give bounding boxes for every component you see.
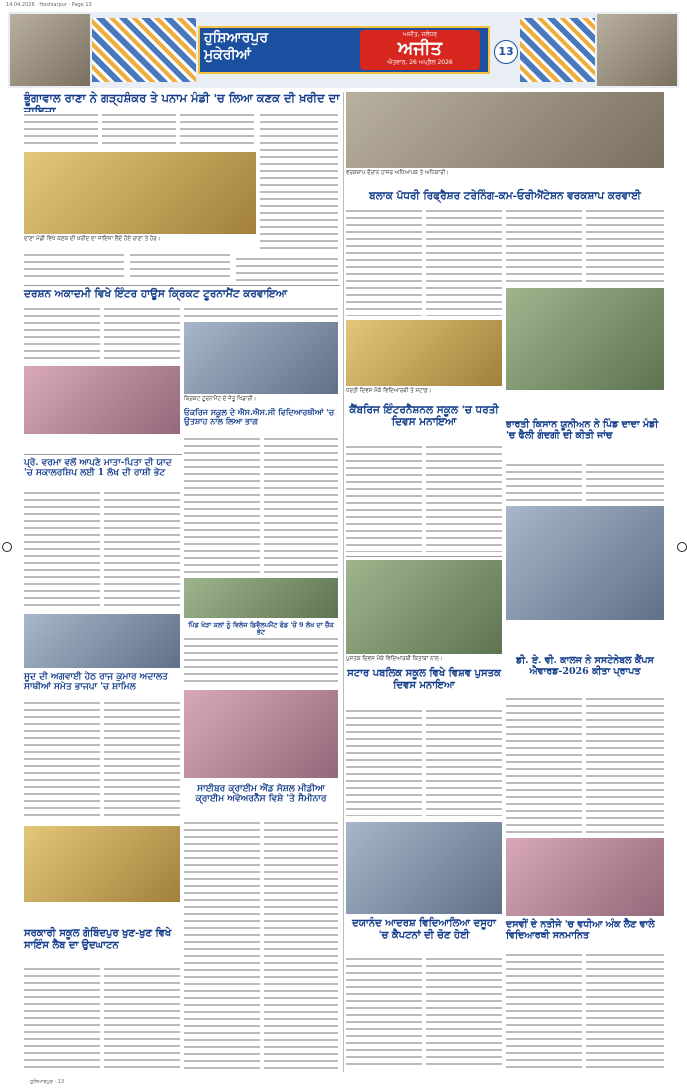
body-text: [426, 956, 502, 1070]
headline-a7: ਪ੍ਰੋ. ਵਰਮਾ ਵਲੋਂ ਆਪਣੇ ਮਾਤਾ-ਪਿਤਾ ਦੀ ਯਾਦ 'ਚ ਸਕਾਲਰਸ਼ਿਪ ਲਈ 1 ਲੱਖ ਦੀ ਰਾਸ਼ੀ ਭੇਟ: [24, 458, 172, 479]
caption-dav: [506, 622, 664, 636]
body-text: [264, 820, 338, 1070]
body-text: [184, 820, 260, 1070]
page-number: 13: [494, 40, 518, 64]
body-text: [506, 208, 582, 284]
body-text: [586, 208, 664, 284]
photo-captains: [346, 822, 502, 914]
masthead-left-photo: [10, 14, 90, 86]
body-text: [506, 952, 582, 1070]
photo-farmers: [506, 288, 664, 390]
masthead-right-pattern: [520, 18, 595, 82]
caption-felicitation: [24, 436, 180, 450]
body-text: [24, 252, 124, 282]
registration-mark: [677, 542, 687, 552]
photo-seminar: [184, 690, 338, 778]
headline-a10: ਡੀ. ਏ. ਵੀ. ਕਾਲਜ ਨੇ ਸਸਟੇਨੇਬਲ ਕੈਂਪਸ ਐਵਾਰਡ-2026 ਕੀਤਾ ਪ੍ਰਾਪਤ: [516, 655, 654, 677]
headline-a9: ਸਟਾਰ ਪਬਲਿਕ ਸਕੂਲ ਵਿਖੇ ਵਿਸ਼ਵ ਪੁਸਤਕ ਦਿਵਸ ਮਨਾਇਆ: [347, 668, 501, 691]
paper-name: ਅਜੀਤ: [397, 38, 443, 59]
body-text: [346, 708, 422, 816]
edition-city-1: ਹੁਸ਼ਿਆਰਪੁਰ: [204, 30, 269, 46]
headline-a4: ਕੈਂਬਰਿਜ ਇੰਟਰਨੈਸ਼ਨਲ ਸਕੂਲ 'ਚ ਧਰਤੀ ਦਿਵਸ ਮਨਾਇਆ: [349, 404, 499, 429]
body-text: [506, 462, 582, 502]
body-text: [260, 112, 338, 252]
caption-a9: ਪੁਸਤਕ ਦਿਵਸ ਮੌਕੇ ਵਿਦਿਆਰਥੀ ਕਿਤਾਬਾਂ ਨਾਲ।: [346, 656, 443, 662]
body-text: [24, 306, 100, 362]
photo-bjp-joining: [24, 614, 180, 668]
caption-farmers: [506, 392, 664, 406]
divider: [24, 454, 182, 455]
body-text: [180, 112, 254, 148]
edition-city-2: ਮੁਕੇਰੀਆਂ: [204, 47, 251, 63]
photo-cricket: [184, 322, 338, 394]
body-text: [184, 436, 260, 574]
body-text: [346, 956, 422, 1070]
body-text: [104, 306, 180, 362]
edition-title: [204, 30, 354, 64]
photo-earth-day: [346, 320, 502, 386]
photo-toppers: [506, 838, 664, 916]
body-text: [104, 700, 180, 820]
body-text: [506, 696, 582, 836]
photo-dav-college: [506, 506, 664, 620]
masthead-left-pattern: [92, 18, 196, 82]
photo-book-day: [346, 560, 502, 654]
headline-a1: ਭੂੰਗਾਵਾਲ ਰਾਣਾ ਨੇ ਗੜ੍ਹਸ਼ੰਕਰ ਤੇ ਪਨਾਮ ਮੰਡੀ 'ਚ ਲਿਆ ਕਣਕ ਦੀ ਖ਼ਰੀਦ ਦਾ: [24, 91, 340, 105]
photo-workshop: [346, 92, 664, 168]
photo-grain-market: [24, 152, 256, 234]
body-text: [24, 966, 100, 1070]
print-info-strip: 14.04.2026 · Hoshiarpur · Page 13: [6, 2, 92, 8]
headline-a15: ਪਿੰਡ ਖੇੜਾ ਕਲਾਂ ਨੂੰ ਵਿਲੇਜ ਡਿਵੈਲਪਮੈਂਟ ਫੰਡ 'ਚੋਂ 9 ਲੱਖ ਦਾ ਚੈੱਕ ਭੇਟ: [188, 621, 334, 637]
body-text: [24, 112, 98, 148]
column-rule: [343, 92, 344, 1072]
body-text: [104, 490, 180, 610]
headline-a11: ਸਾਈਬਰ ਕ੍ਰਾਈਮ ਐਂਡ ਸੋਸ਼ਲ ਮੀਡੀਆ ਕ੍ਰਾਈਮ ਅਵੇਅਰਨੈੱਸ ਵਿਸ਼ੇ 'ਤੇ ਸੈਮੀਨਾਰ: [195, 784, 327, 805]
body-text: [130, 252, 230, 282]
headline-a3: ਬਲਾਕ ਪੱਧਰੀ ਰਿਫ੍ਰੈਸ਼ਰ ਟਰੇਨਿੰਗ-ਕਮ-ਓਰੀਐਂਟੇਸ਼ਨ ਵਰਕਸ਼ਾਪ ਕਰਵਾਈ: [369, 190, 641, 202]
registration-mark: [2, 542, 12, 552]
photo-panchayat: [184, 578, 338, 618]
body-text: [426, 708, 502, 816]
body-text: [264, 436, 338, 574]
body-text: [586, 696, 664, 836]
headline-a12: ਸਰਕਾਰੀ ਸਕੂਲ ਗੋਬਿੰਦਪੁਰ ਖੁਣ-ਖੁਣ ਵਿਖੇ ਸਾਇੰਸ ਲੈਬ ਦਾ ਉਦਘਾਟਨ: [24, 928, 172, 951]
paper-sub: ਅਜੀਤ, ਜਲੰਧਰ: [402, 31, 437, 38]
body-text: [346, 208, 422, 316]
body-text: [104, 966, 180, 1070]
paper-logo: [360, 30, 480, 70]
divider: [24, 285, 340, 286]
headline-a8: ਸੂਦ ਦੀ ਅਗਵਾਈ ਹੇਠ ਰਾਜ ਕੁਮਾਰ ਅਦਾਲਤ ਸਾਥੀਆਂ ਸਮੇਤ ਭਾਜਪਾ 'ਚ ਸ਼ਾਮਿਲ: [24, 672, 168, 693]
body-text: [184, 306, 338, 320]
caption-a2: ਕ੍ਰਿਕਟ ਟੂਰਨਾਮੈਂਟ ਦੇ ਜੇਤੂ ਖਿਡਾਰੀ।: [184, 396, 257, 402]
headline-a6: ਓਕਰਿਜ ਸਕੂਲ ਦੇ ਐਸ.ਐਸ.ਸੀ ਵਿਦਿਆਰਥੀਆਂ 'ਚ ਉਤਸ਼ਾਹ ਨਾਲ ਲਿਆ ਭਾਗ: [184, 407, 335, 427]
body-text: [236, 256, 338, 282]
body-text: [426, 444, 502, 552]
body-text: [586, 462, 664, 502]
caption-a3: ਵਰਕਸ਼ਾਪ ਦੌਰਾਨ ਹਾਜ਼ਰ ਅਧਿਆਪਕ ਤੇ ਅਧਿਕਾਰੀ।: [346, 170, 449, 176]
body-text: [24, 700, 100, 820]
caption-a1: ਦਾਣਾ ਮੰਡੀ ਵਿਖੇ ਕਣਕ ਦੀ ਖ਼ਰੀਦ ਦਾ ਜਾਇਜ਼ਾ ਲੈਂਦੇ ਹੋਏ ਰਾਣਾ ਤੇ ਹੋਰ।: [24, 236, 161, 242]
body-text: [426, 208, 502, 316]
body-text: [184, 636, 338, 686]
body-text: [24, 490, 100, 610]
page-footer: ਹੁਸ਼ਿਆਰਪੁਰ · 13: [30, 1079, 65, 1085]
body-text: [346, 444, 422, 552]
headline-a5: ਭਾਰਤੀ ਕਿਸਾਨ ਯੂਨੀਅਨ ਨੇ ਪਿੰਡ ਦਾਦਾ ਮੰਡੀ 'ਚ ਫੈਲੀ ਗੰਦਗੀ ਦੀ ਕੀਤੀ ਜਾਂਚ: [506, 419, 659, 441]
body-text: [586, 952, 664, 1070]
headline-a2: ਦਰਸ਼ਨ ਅਕਾਦਮੀ ਵਿਖੇ ਇੰਟਰ ਹਾਊਸ ਕ੍ਰਿਕਟ ਟੂਰਨਾਮੈਂਟ ਕਰਵਾਇਆ: [24, 288, 288, 300]
caption-a4: ਧਰਤੀ ਦਿਵਸ ਮੌਕੇ ਵਿਦਿਆਰਥੀ ਤੇ ਸਟਾਫ਼।: [346, 388, 432, 394]
photo-science-lab: [24, 826, 180, 902]
divider: [346, 556, 502, 557]
masthead-right-photo: [597, 14, 677, 86]
body-text: [102, 112, 176, 148]
headline-a14: ਦਸਵੀਂ ਦੇ ਨਤੀਜੇ 'ਚ ਵਧੀਆ ਅੰਕ ਲੈਣ ਵਾਲੇ ਵਿਦਿਆਰਥੀ ਸਨਮਾਨਿਤ: [506, 919, 655, 941]
headline-a13: ਦਯਾਨੰਦ ਆਦਰਸ਼ ਵਿਦਿਆਲਿਆ ਦਸੂਹਾ 'ਚ ਕੈਪਟਨਾਂ ਦੀ ਚੋਣ ਹੋਈ: [352, 918, 496, 941]
issue-date: ਐਤਵਾਰ, 26 ਅਪ੍ਰੈਲ 2026: [387, 59, 453, 66]
photo-felicitation: [24, 366, 180, 434]
